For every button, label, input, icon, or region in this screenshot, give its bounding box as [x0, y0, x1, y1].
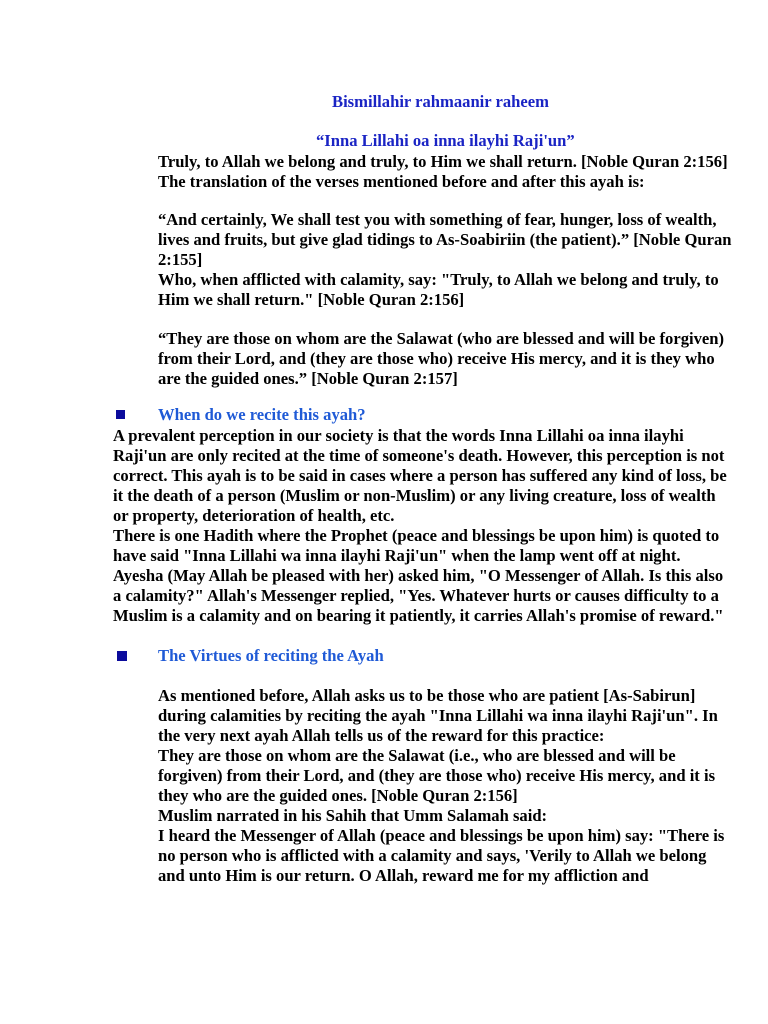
paragraph-line: A prevalent perception in our society is that the words Inna Lillahi oa inna ilayhi [113, 426, 684, 445]
paragraph-line: the very next ayah Allah tells us of the reward for this practice: [158, 726, 605, 745]
paragraph-line: As mentioned before, Allah asks us to be those who are patient [As-Sabirun] [158, 686, 696, 705]
intro-line: The translation of the verses mentioned before and after this ayah is: [158, 172, 645, 191]
paragraph-line: and unto Him is our return. O Allah, reward me for my affliction and [158, 866, 649, 885]
paragraph-line: They are those on whom are the Salawat (i.e., who are blessed and will be [158, 746, 676, 765]
verse-line: 2:155] [158, 250, 203, 269]
verse-line: are the guided ones.” [Noble Quran 2:157] [158, 369, 458, 388]
paragraph-line: forgiven) from their Lord, and (they are those who) receive His mercy, and it is [158, 766, 716, 785]
paragraph-line: correct. This ayah is to be said in cases where a person has suffered any kind of loss, be [113, 466, 727, 485]
section-heading-virtues: The Virtues of reciting the Ayah [158, 646, 384, 665]
paragraph-line: during calamities by reciting the ayah "Inna Lillahi wa inna ilayhi Raji'un". In [158, 706, 718, 725]
paragraph-line: they who are the guided ones. [Noble Quran 2:156] [158, 786, 518, 805]
verse-line: Who, when afflicted with calamity, say: "Truly, to Allah we belong and truly, to [158, 270, 719, 289]
paragraph-line: no person who is afflicted with a calamity and says, 'Verily to Allah we belong [158, 846, 707, 865]
paragraph-line: There is one Hadith where the Prophet (peace and blessings be upon him) is quoted to [113, 526, 720, 545]
verse-line: Him we shall return." [Noble Quran 2:156] [158, 290, 465, 309]
paragraph-line: Muslim narrated in his Sahih that Umm Salamah said: [158, 806, 548, 825]
paragraph-line: have said "Inna Lillahi wa inna ilayhi Raji'un" when the lamp went off at night. [113, 546, 681, 565]
paragraph-line: it the death of a person (Muslim or non-Muslim) or any living creature, loss of wealth [113, 486, 716, 505]
square-bullet-icon [116, 410, 125, 419]
paragraph-line: a calamity?" Allah's Messenger replied, "Yes. Whatever hurts or causes difficulty to a [113, 586, 719, 605]
verse-line: “And certainly, We shall test you with something of fear, hunger, loss of wealth, [158, 210, 717, 229]
intro-line: Truly, to Allah we belong and truly, to Him we shall return. [Noble Quran 2:156] [158, 152, 728, 171]
document-title: Bismillahir rahmaanir raheem [332, 92, 549, 111]
verse-line: from their Lord, and (they are those who) receive His mercy, and it is they who [158, 349, 715, 368]
paragraph-line: I heard the Messenger of Allah (peace and blessings be upon him) say: "There is [158, 826, 725, 845]
paragraph-line: Ayesha (May Allah be pleased with her) asked him, "O Messenger of Allah. Is this also [113, 566, 724, 585]
section-heading-when: When do we recite this ayah? [158, 405, 366, 424]
verse-line: “They are those on whom are the Salawat (who are blessed and will be forgiven) [158, 329, 725, 348]
square-bullet-icon [117, 651, 127, 661]
verse-line: lives and fruits, but give glad tidings to As-Soabiriin (the patient).” [Noble Quran [158, 230, 732, 249]
paragraph-line: or property, deterioration of health, etc. [113, 506, 395, 525]
document-subtitle: “Inna Lillahi oa inna ilayhi Raji'un” [316, 131, 575, 150]
paragraph-line: Raji'un are only recited at the time of someone's death. However, this perception is not [113, 446, 725, 465]
paragraph-line: Muslim is a calamity and on bearing it patiently, it carries Allah's promise of reward." [113, 606, 724, 625]
